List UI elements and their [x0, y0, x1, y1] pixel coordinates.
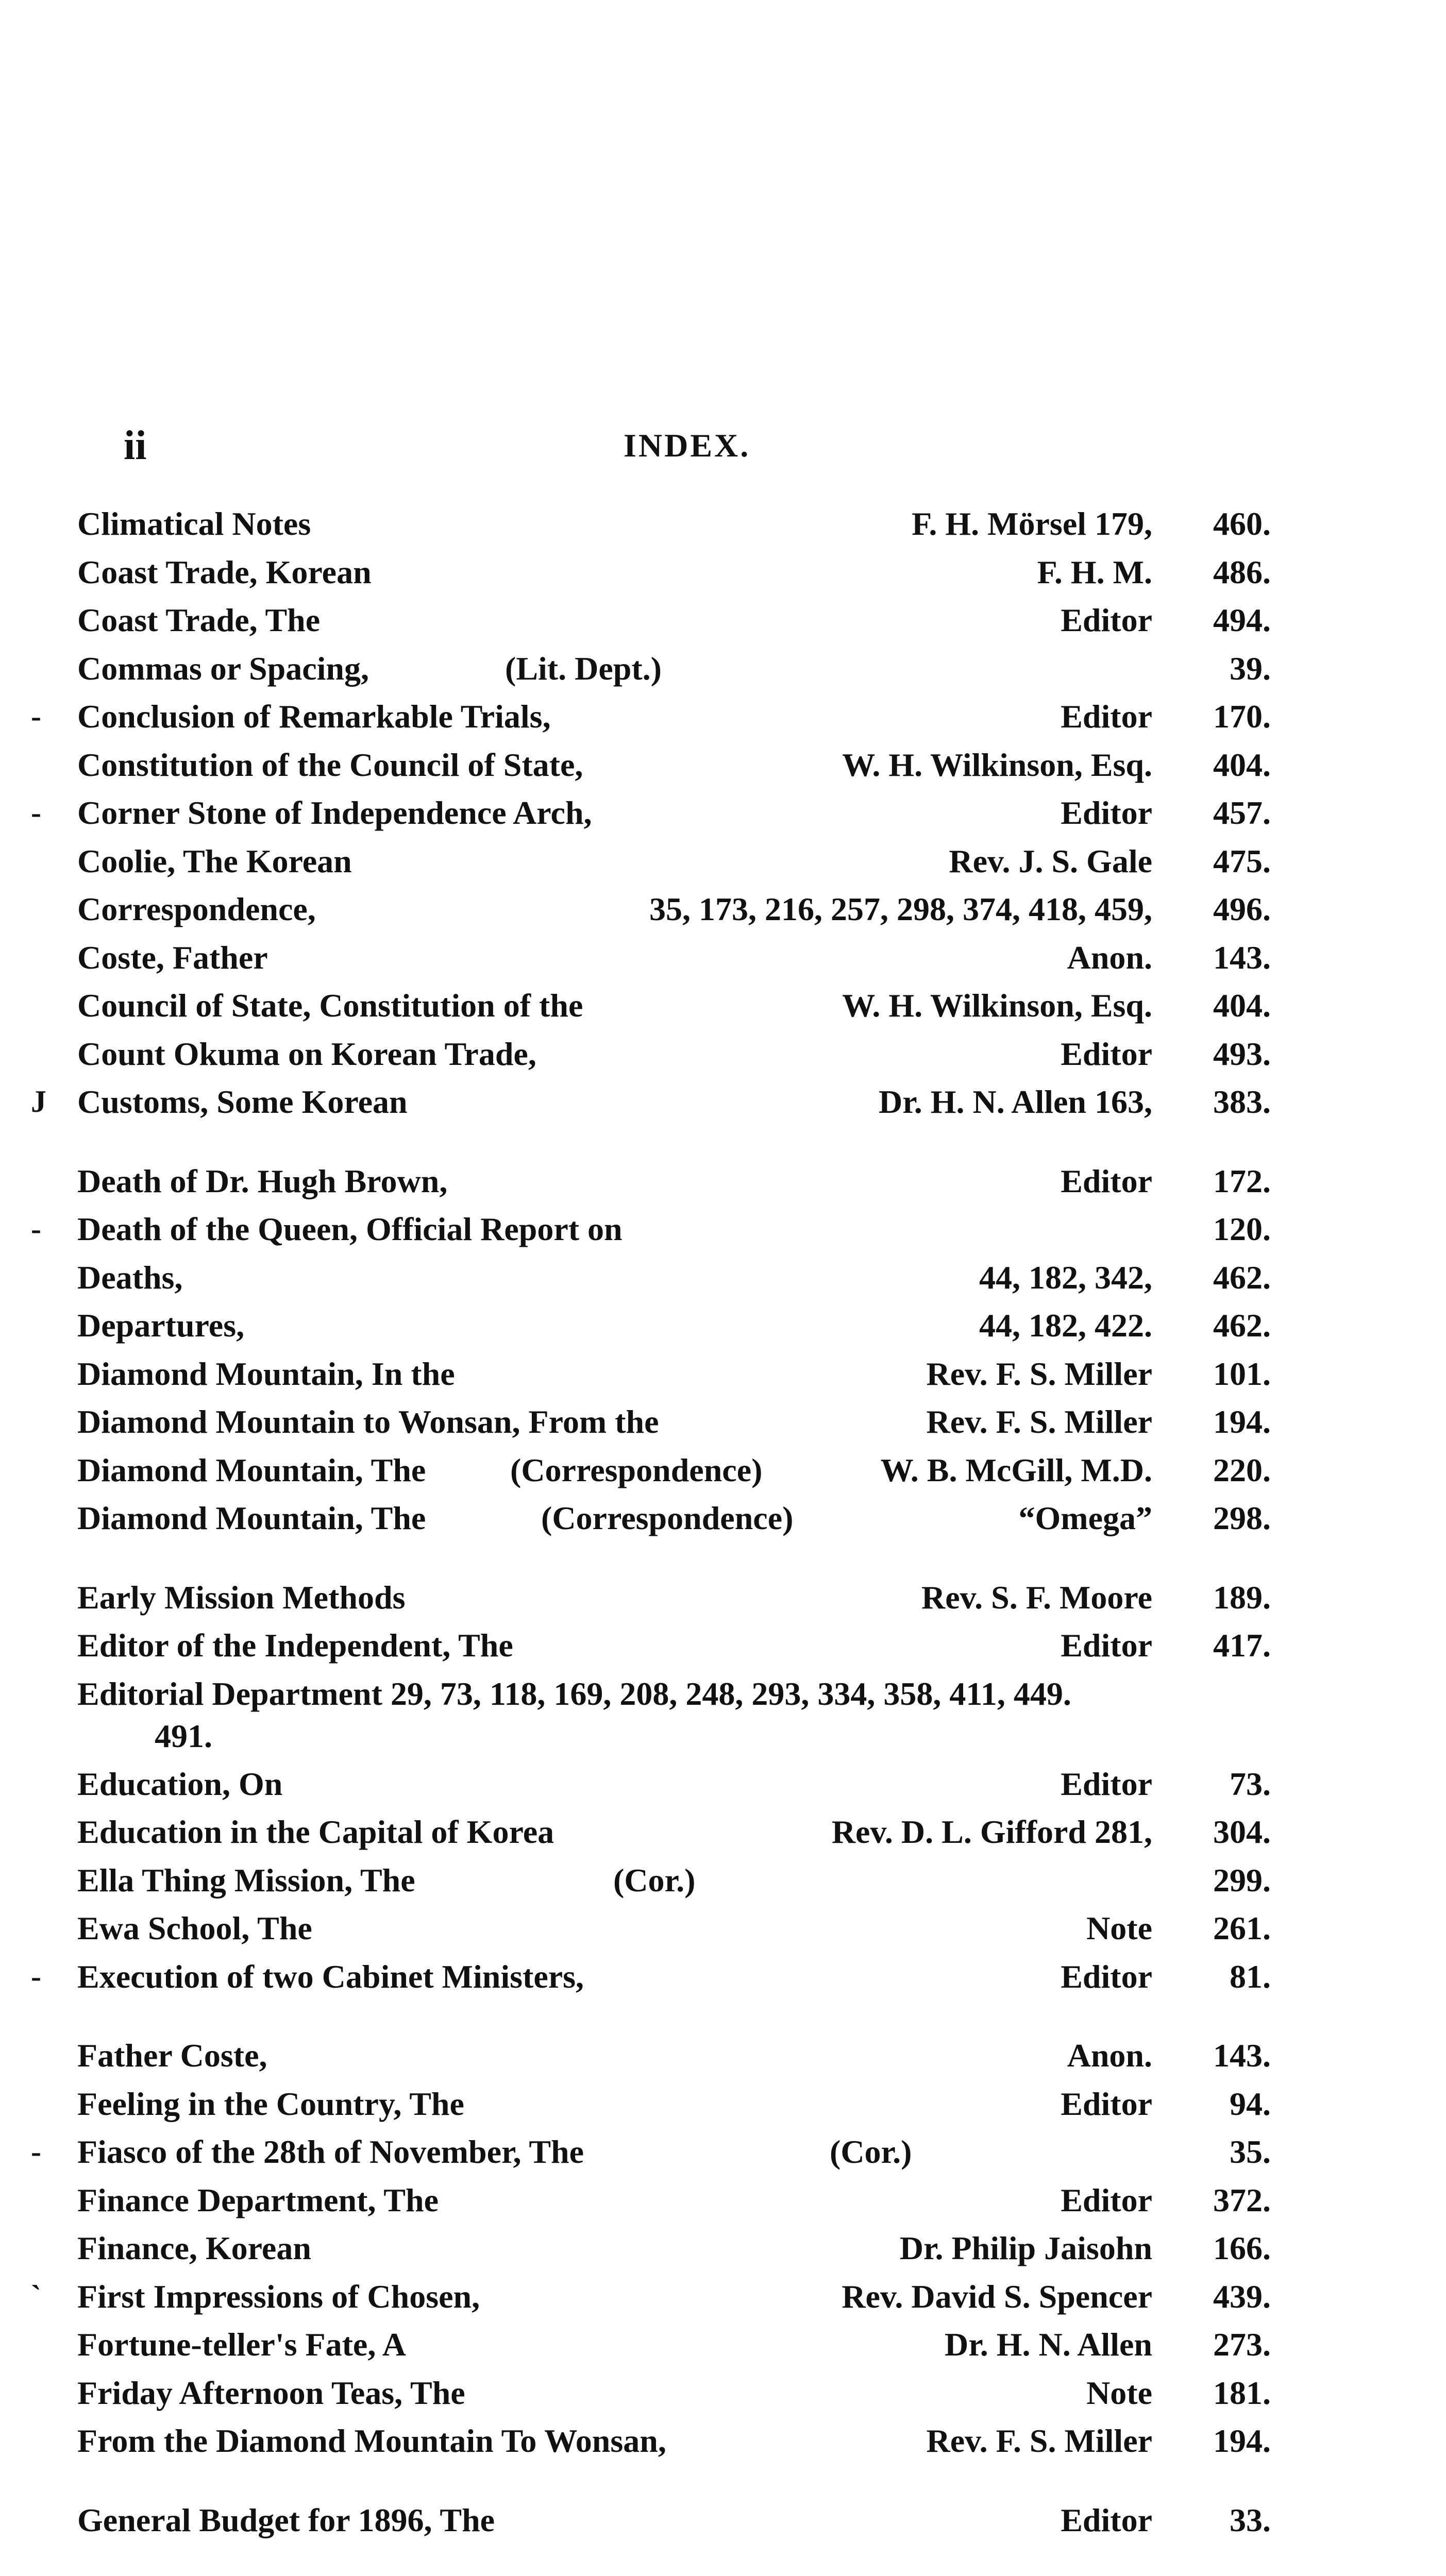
index-entry	[0, 1856, 1446, 1905]
entry-author: Dr. Philip Jaisohn	[899, 2230, 1152, 2266]
entry-author: 35, 173, 216, 257, 298, 374, 418, 459,	[649, 891, 1152, 927]
index-entry	[0, 596, 1446, 645]
margin-mark: J	[31, 1084, 46, 1118]
entry-author: Editor	[1061, 1627, 1152, 1664]
index-entry	[0, 1030, 1446, 1078]
margin-mark: -	[31, 795, 41, 829]
entry-page-ref: 94.	[1230, 2085, 1271, 2122]
index-entry	[0, 1078, 1446, 1126]
index-entry	[0, 548, 1446, 597]
entry-title: Diamond Mountain, The	[77, 1500, 426, 1536]
entry-page-ref: 439.	[1213, 2278, 1271, 2315]
entry-author: Rev. S. F. Moore	[921, 1579, 1152, 1616]
entry-author: Editor	[1061, 698, 1152, 735]
entry-author: 44, 182, 422.	[979, 1307, 1152, 1344]
entry-page-ref: 35.	[1230, 2133, 1271, 2170]
entry-page-ref: 181.	[1213, 2374, 1271, 2411]
index-entry	[0, 885, 1446, 934]
entry-title: Coolie, The Korean	[77, 842, 352, 879]
index-entry	[0, 2417, 1446, 2465]
entry-note: (Cor.)	[830, 2133, 912, 2170]
entry-title: Departures,	[77, 1307, 245, 1344]
index-entry	[0, 1205, 1446, 1253]
index-entry	[0, 1446, 1446, 1495]
entry-page-ref: 143.	[1213, 939, 1271, 976]
entry-title: Climatical Notes	[77, 505, 311, 542]
entry-author: Anon.	[1067, 2037, 1152, 2074]
index-entry	[0, 1573, 1446, 1622]
index-entry	[0, 741, 1446, 789]
entry-title: Ella Thing Mission, The	[77, 1861, 415, 1899]
entry-author: Editor	[1061, 2181, 1152, 2218]
entry-page-ref: 494.	[1213, 602, 1271, 638]
entry-author: Editor	[1061, 794, 1152, 831]
entry-title: Ewa School, The	[77, 1910, 312, 1946]
entry-title: Customs, Some Korean	[77, 1083, 408, 1120]
entry-title: Count Okuma on Korean Trade,	[77, 1035, 536, 1072]
entry-page-ref: 372.	[1213, 2181, 1271, 2218]
page-header	[0, 422, 1446, 474]
entry-author: W. B. McGill, M.D.	[880, 1451, 1152, 1488]
entry-page-ref: 39.	[1230, 650, 1271, 687]
entry-author: Rev. J. S. Gale	[949, 842, 1152, 879]
entry-page-ref: 220.	[1213, 1451, 1271, 1488]
page-number: ii	[124, 423, 147, 468]
entry-page-ref: 486.	[1213, 553, 1271, 590]
index-entry	[0, 500, 1446, 548]
entry-author: F. H. Mörsel 179,	[912, 505, 1152, 542]
entry-page-ref: 404.	[1213, 746, 1271, 783]
margin-mark: `	[31, 2279, 41, 2313]
index-entry	[0, 2176, 1446, 2225]
entry-author: Editor	[1061, 1958, 1152, 1995]
entry-page-ref: 304.	[1213, 1814, 1271, 1850]
index-entry	[0, 1398, 1446, 1446]
entry-page-ref: 194.	[1213, 1403, 1271, 1440]
entry-page-ref: 120.	[1213, 1211, 1271, 1247]
entry-page-ref: 462.	[1213, 1307, 1271, 1344]
entry-title: Fortune-teller's Fate, A	[77, 2326, 406, 2363]
entry-title: First Impressions of Chosen,	[77, 2278, 480, 2315]
entry-author: Anon.	[1067, 939, 1152, 976]
entry-page-ref: 273.	[1213, 2326, 1271, 2363]
entry-title: Execution of two Cabinet Ministers,	[77, 1958, 584, 1995]
entry-author: W. H. Wilkinson, Esq.	[842, 746, 1152, 783]
entry-author: Editor	[1061, 1035, 1152, 1072]
entry-title: Diamond Mountain to Wonsan, From the	[77, 1403, 659, 1440]
index-entry	[0, 2369, 1446, 2417]
margin-mark: -	[31, 2134, 41, 2168]
entry-page-ref: 299.	[1213, 1861, 1271, 1899]
entry-author: F. H. M.	[1037, 553, 1152, 590]
index-entry	[0, 2080, 1446, 2128]
entry-title: Corner Stone of Independence Arch,	[77, 794, 592, 831]
index-entry	[0, 2273, 1446, 2321]
index-entry	[0, 981, 1446, 1030]
entry-author: Rev. David S. Spencer	[842, 2278, 1152, 2315]
entry-page-ref: 462.	[1213, 1259, 1271, 1296]
entry-title: Feeling in the Country, The	[77, 2085, 464, 2122]
entry-author: Rev. F. S. Miller	[926, 1355, 1152, 1392]
entry-author: 44, 182, 342,	[979, 1259, 1152, 1296]
running-head: INDEX.	[624, 427, 751, 464]
entry-title: Constitution of the Council of State,	[77, 746, 583, 783]
index-entry	[0, 2224, 1446, 2273]
entry-page-ref: 81.	[1230, 1958, 1271, 1995]
entry-title: Commas or Spacing,	[77, 650, 369, 687]
entry-author: Dr. H. N. Allen 163,	[879, 1083, 1152, 1120]
index-entry	[0, 2128, 1446, 2176]
entry-title: Council of State, Constitution of the	[77, 987, 583, 1024]
entry-author: Dr. H. N. Allen	[945, 2326, 1152, 2363]
entry-author: Editor	[1061, 602, 1152, 638]
index-entry	[0, 934, 1446, 982]
entry-title: Deaths,	[77, 1259, 183, 1296]
entry-page-ref: 172.	[1213, 1162, 1271, 1199]
entry-author: Note	[1086, 1910, 1152, 1946]
index-entry	[0, 1253, 1446, 1302]
index-entry	[0, 1494, 1446, 1543]
entry-title: Editorial Department 29, 73, 118, 169, 208, 248, 293, 334, 358, 411, 449.	[77, 1675, 1071, 1712]
entry-page-ref: 194.	[1213, 2422, 1271, 2459]
entry-title: Conclusion of Remarkable Trials,	[77, 698, 551, 735]
entry-author: W. H. Wilkinson, Esq.	[842, 987, 1152, 1024]
entry-title: Diamond Mountain, In the	[77, 1355, 455, 1392]
index-entry	[0, 2320, 1446, 2369]
entry-note: (Correspondence)	[510, 1451, 763, 1488]
entry-author: Rev. F. S. Miller	[926, 2422, 1152, 2459]
index-entry	[0, 1670, 1446, 1760]
entry-title: Correspondence,	[77, 891, 316, 927]
index-entry	[0, 1904, 1446, 1953]
entry-title: Friday Afternoon Teas, The	[77, 2374, 465, 2411]
entry-continuation: 491.	[155, 1717, 212, 1754]
entry-title: Early Mission Methods	[77, 1579, 406, 1616]
margin-mark: -	[31, 1959, 41, 1993]
entry-page-ref: 170.	[1213, 698, 1271, 735]
entry-author: Editor	[1061, 2501, 1152, 2538]
index-entry	[0, 789, 1446, 837]
entry-page-ref: 298.	[1213, 1500, 1271, 1536]
index-entry	[0, 1301, 1446, 1350]
entry-author: “Omega”	[1018, 1500, 1152, 1536]
entry-page-ref: 73.	[1230, 1765, 1271, 1802]
entry-title: Death of Dr. Hugh Brown,	[77, 1162, 448, 1199]
entry-author: Note	[1086, 2374, 1152, 2411]
entry-author: Editor	[1061, 2085, 1152, 2122]
entry-page-ref: 460.	[1213, 505, 1271, 542]
index-entries	[0, 500, 1446, 2544]
entry-page-ref: 166.	[1213, 2230, 1271, 2266]
entry-title: Death of the Queen, Official Report on	[77, 1211, 623, 1247]
index-entry	[0, 1953, 1446, 2001]
entry-page-ref: 404.	[1213, 987, 1271, 1024]
entry-title: Finance Department, The	[77, 2181, 439, 2218]
entry-page-ref: 383.	[1213, 1083, 1271, 1120]
index-entry	[0, 1808, 1446, 1856]
entry-title: Finance, Korean	[77, 2230, 311, 2266]
entry-title: Coste, Father	[77, 939, 268, 976]
index-entry	[0, 1350, 1446, 1398]
entry-title: Diamond Mountain, The	[77, 1451, 426, 1488]
entry-page-ref: 101.	[1213, 1355, 1271, 1392]
entry-page-ref: 493.	[1213, 1035, 1271, 1072]
entry-title: Coast Trade, Korean	[77, 553, 372, 590]
entry-title: Education in the Capital of Korea	[77, 1814, 554, 1850]
index-entry	[0, 837, 1446, 886]
index-entry	[0, 692, 1446, 741]
index-entry	[0, 1760, 1446, 1808]
entry-title: From the Diamond Mountain To Wonsan,	[77, 2422, 666, 2459]
entry-title: Editor of the Independent, The	[77, 1627, 513, 1664]
entry-title: Education, On	[77, 1765, 283, 1802]
entry-page-ref: 457.	[1213, 794, 1271, 831]
entry-page-ref: 33.	[1230, 2501, 1271, 2538]
entry-author: Editor	[1061, 1765, 1152, 1802]
entry-author: Rev. F. S. Miller	[926, 1403, 1152, 1440]
entry-note: (Lit. Dept.)	[505, 650, 662, 687]
entry-page-ref: 261.	[1213, 1910, 1271, 1946]
margin-mark: -	[31, 1212, 41, 1246]
entry-title: General Budget for 1896, The	[77, 2501, 495, 2538]
entry-page-ref: 475.	[1213, 842, 1271, 879]
entry-title: Father Coste,	[77, 2037, 267, 2074]
entry-author: Rev. D. L. Gifford 281,	[831, 1814, 1152, 1850]
entry-author: Editor	[1061, 1162, 1152, 1199]
entry-title: Fiasco of the 28th of November, The	[77, 2133, 584, 2170]
index-entry	[0, 645, 1446, 693]
entry-note: (Cor.)	[613, 1861, 696, 1899]
index-entry	[0, 2496, 1446, 2545]
index-entry	[0, 1157, 1446, 1206]
entry-note: (Correspondence)	[541, 1500, 794, 1536]
entry-page-ref: 417.	[1213, 1627, 1271, 1664]
entry-page-ref: 143.	[1213, 2037, 1271, 2074]
margin-mark: -	[31, 699, 41, 733]
entry-page-ref: 189.	[1213, 1579, 1271, 1616]
entry-page-ref: 496.	[1213, 891, 1271, 927]
index-entry	[0, 2031, 1446, 2080]
index-entry	[0, 1621, 1446, 1670]
entry-title: Coast Trade, The	[77, 602, 321, 638]
